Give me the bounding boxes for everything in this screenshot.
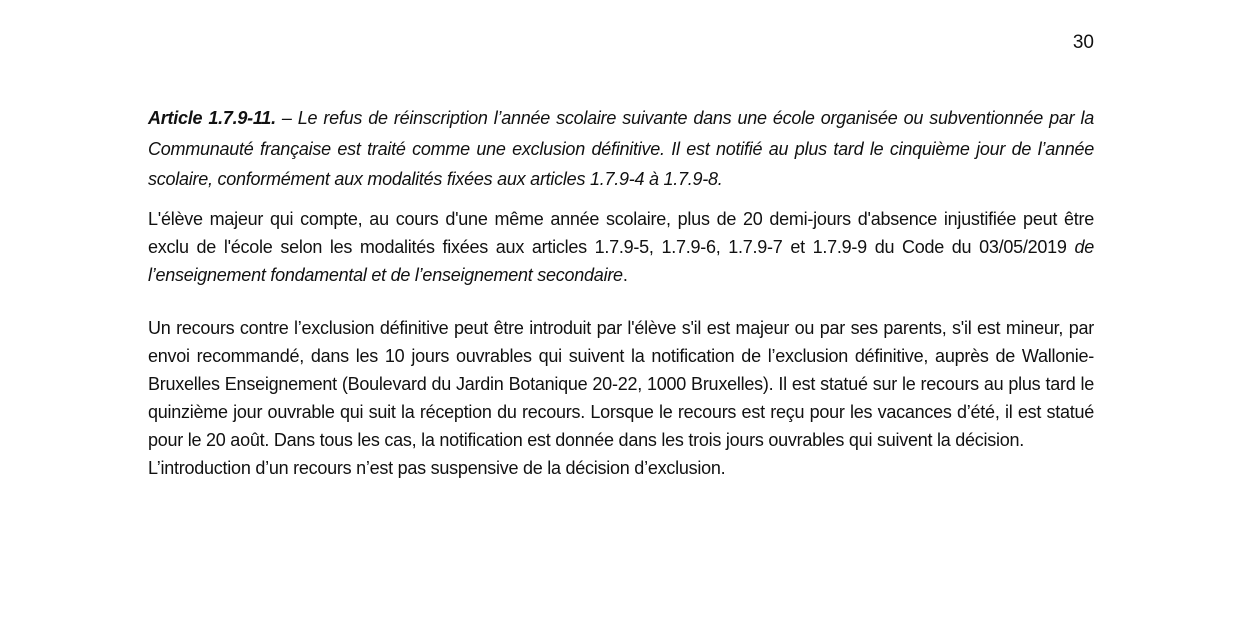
page-number: 30	[1072, 32, 1094, 53]
article-text: – Le refus de réinscription l’année scolaire suivante dans une école organisée ou subventionnée par la Communauté française est traité comme une exclusion définitive. Il est notifié au plus tard le cinquième jour de l’année scolaire, conformément aux modalités fixées aux articles 1.7.9-4 à 1.7.9-8.	[148, 108, 1094, 189]
article-paragraph	[148, 103, 1094, 195]
adult-student-paragraph	[148, 205, 1094, 289]
document-body	[148, 103, 1094, 482]
appeal-last-line: L’introduction d’un recours n’est pas suspensive de la décision d’exclusion.	[148, 457, 726, 478]
appeal-paragraph	[148, 314, 1094, 482]
code-title: de l’enseignement fondamental et de l’enseignement secondaire	[148, 236, 1094, 285]
article-number: Article 1.7.9-11.	[148, 108, 276, 128]
adult-student-end: .	[622, 264, 628, 285]
adult-student-text: L'élève majeur qui compte, au cours d'une même année scolaire, plus de 20 demi-jours d'absence injustifiée peut être exclu de l'école selon les modalités fixées aux articles 1.7.9-5, 1.7.9-6, 1.7.9-7 et 1.7.9-9 du Code du 03/05/2019	[148, 208, 1094, 257]
appeal-text: Un recours contre l’exclusion définitive peut être introduit par l'élève s'il est majeur ou par ses parents, s'il est mineur, par envoi recommandé, dans les 10 jours ouvrables qui suivent la notification de l’exclusion définitive, auprès de Wallonie-Bruxelles Enseignement (Boulevard du Jardin Botanique 20-22, 1000 Bruxelles). Il est statué sur le recours au plus tard le quinzième jour ouvrable qui suit la réception du recours. Lorsque le recours est reçu pour les vacances d’été, il est statué pour le 20 août. Dans tous les cas, la notification est donnée dans les trois jours ouvrables qui suivent la décision.	[148, 317, 1094, 450]
